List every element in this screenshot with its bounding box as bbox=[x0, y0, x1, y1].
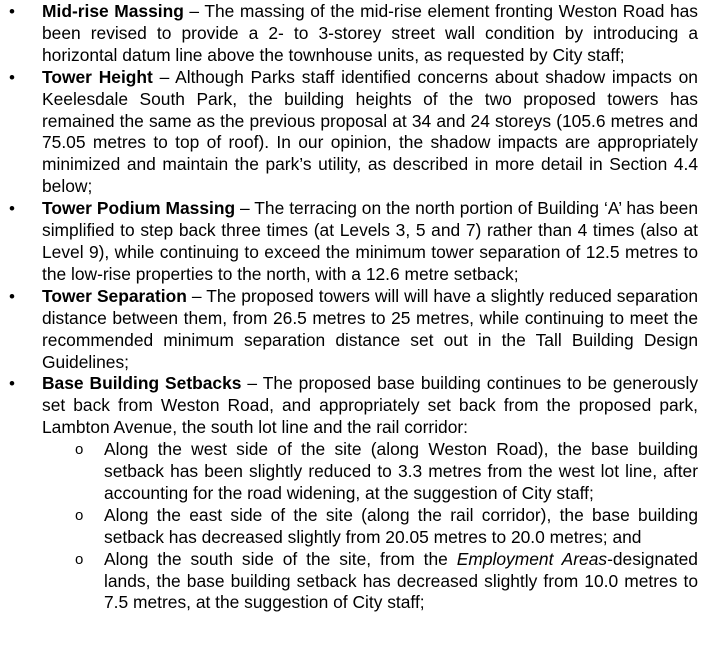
sub-bullet-list bbox=[42, 439, 698, 614]
bullet-marker: • bbox=[9, 67, 15, 87]
bullet-marker: • bbox=[9, 286, 15, 306]
sub-item-east-side bbox=[0, 505, 698, 549]
sub-item-text-before: Along the south side of the site, from the bbox=[104, 548, 457, 569]
list-item-mid-rise-massing bbox=[0, 1, 725, 67]
item-text: – The proposed towers will will have a slightly reduced separation distance between them, from 26.5 metres to 25 metres, while continuing to meet the recommended minimum separation distance set out in the Tall Building Design Guidelines; bbox=[42, 285, 698, 372]
list-item-tower-separation bbox=[0, 286, 725, 374]
sub-item-south-side bbox=[0, 549, 698, 615]
item-text: – The proposed base building continues to be generously set back from Weston Road, and appropriately set back from the proposed park, Lambton Avenue, the south lot line and the rail corridor: bbox=[42, 373, 699, 438]
list-item-tower-height bbox=[0, 67, 725, 198]
sub-item-text-italic: Employment Areas bbox=[456, 548, 608, 569]
sub-bullet-marker: o bbox=[75, 441, 84, 459]
item-term: Base Building Setbacks bbox=[42, 373, 242, 394]
item-text: – The massing of the mid-rise element fronting Weston Road has been revised to provide a 2- to 3-storey street wall condition by introducing a horizontal datum line above the townhouse units, as requested by City staff; bbox=[42, 1, 698, 65]
item-text: – The terracing on the north portion of Building ‘A’ has been simplified to step back three times (at Levels 3, 5 and 7) rather than 4 times (also at Level 9), while continuing to exceed the minimum tower separation of 12.5 metres to the low-rise properties to the north, with a 12.6 metre setback; bbox=[42, 198, 698, 284]
sub-item-text: Along the west side of the site (along Weston Road), the base building setback has been slightly reduced to 3.3 metres from the west lot line, after accounting for the road widening, at the suggestion of City staff; bbox=[104, 439, 698, 503]
item-term: Tower Podium Massing bbox=[42, 198, 236, 219]
bullet-marker: • bbox=[9, 2, 15, 21]
item-text: – Although Parks staff identified concerns about shadow impacts on Keelesdale South Park, the building heights of the two proposed towers has remained the same as the previous proposal at 34 and 24 storeys (105.6 metres and 75.05 metres to top of roof). In our opinion, the shadow impacts are appropriately minimized and maintain the park’s utility, as described in more detail in Section 4.4 below; bbox=[42, 66, 698, 197]
document-body bbox=[0, 1, 725, 614]
list-item-tower-podium-massing bbox=[0, 198, 725, 286]
list-item-base-building-setbacks bbox=[0, 373, 725, 614]
item-term: Tower Separation bbox=[42, 285, 187, 306]
sub-bullet-marker: o bbox=[75, 550, 84, 568]
item-term: Mid-rise Massing bbox=[42, 1, 184, 21]
sub-item-west-side bbox=[0, 439, 698, 505]
bullet-list bbox=[0, 1, 725, 614]
sub-bullet-marker: o bbox=[75, 506, 84, 524]
bullet-marker: • bbox=[9, 374, 15, 394]
sub-item-text-after: -designated lands, the base building setback has decreased slightly from 10.0 metres to 7.5 metres, at the suggestion of City staff; bbox=[104, 548, 698, 613]
sub-item-text: Along the east side of the site (along the rail corridor), the base building setback has decreased slightly from 20.05 metres to 20.0 metres; and bbox=[104, 504, 698, 547]
item-term: Tower Height bbox=[42, 66, 153, 87]
bullet-marker: • bbox=[9, 199, 15, 219]
